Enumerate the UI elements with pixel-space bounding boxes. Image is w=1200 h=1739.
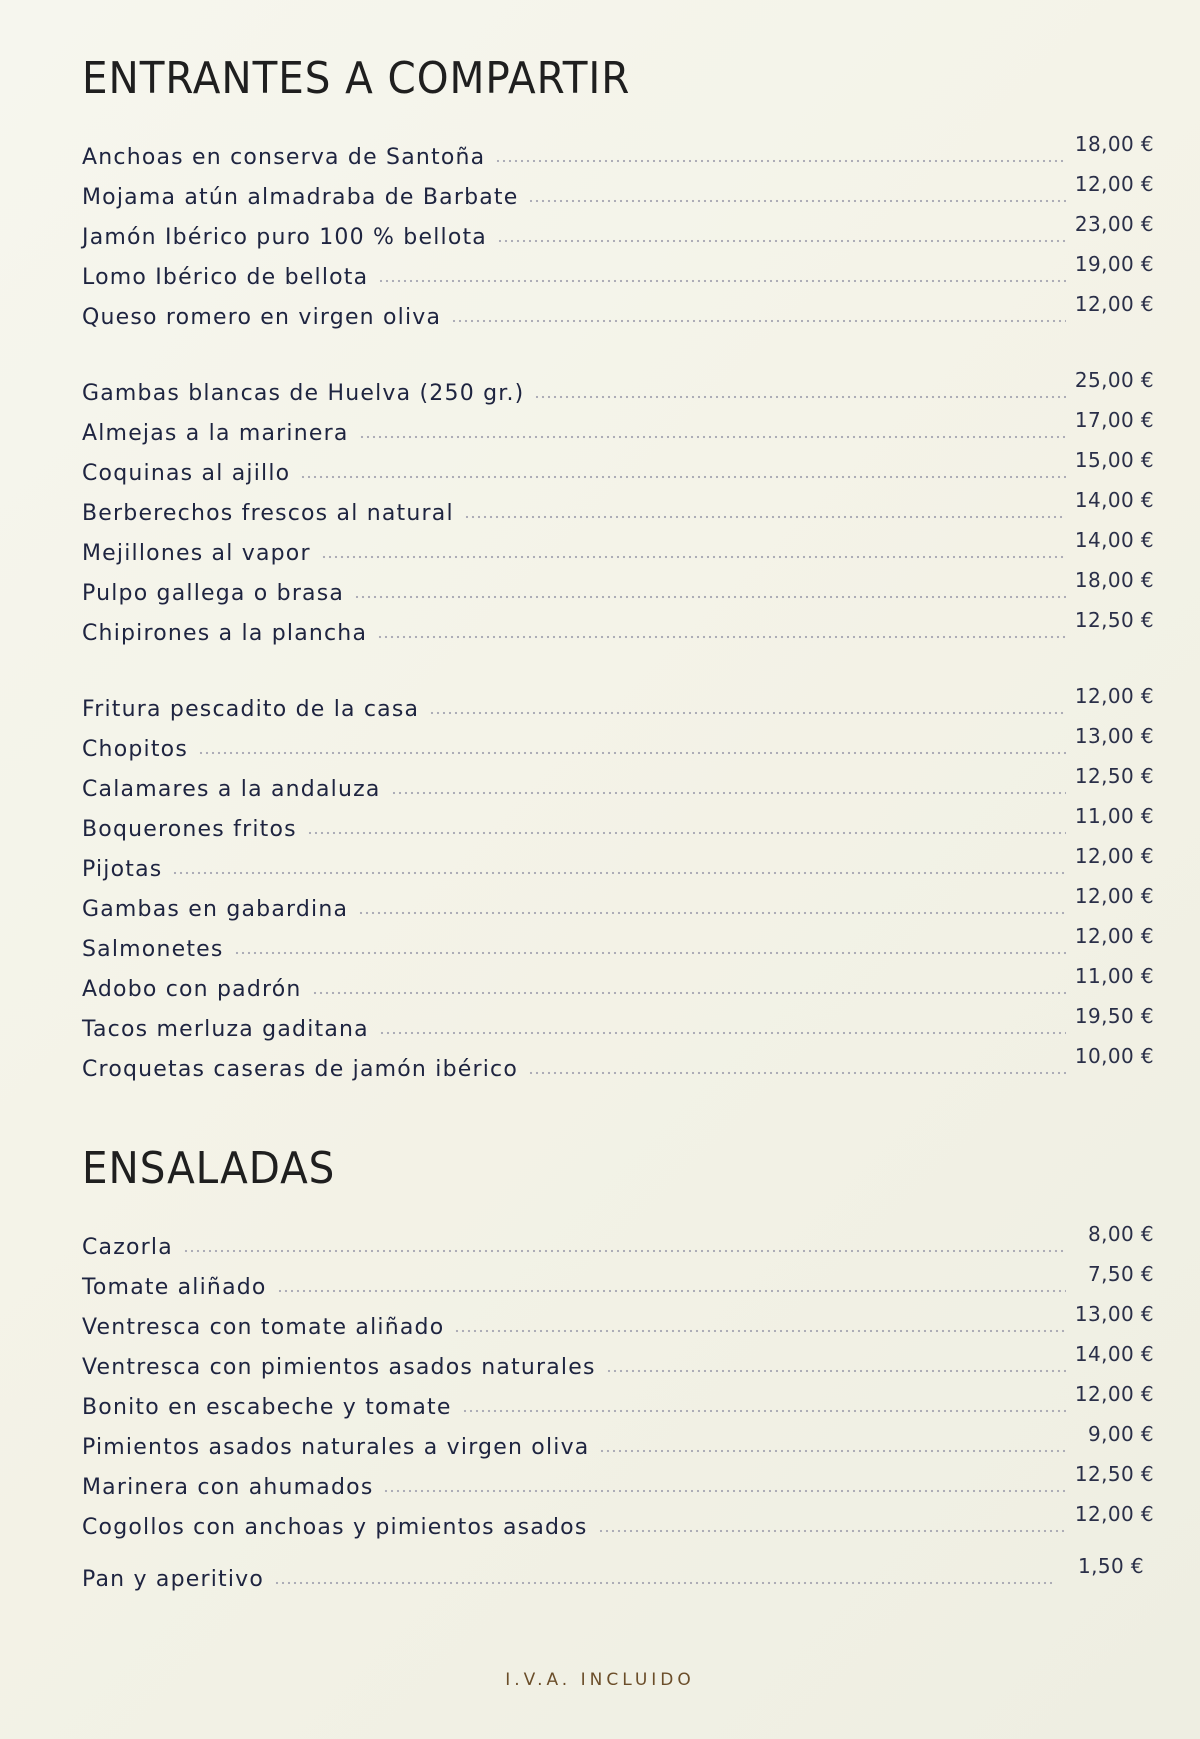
dot-leader <box>454 1329 1066 1333</box>
section-title-ensaladas: ENSALADAS <box>82 1143 336 1194</box>
item-price: 12,50 € <box>1074 1462 1154 1486</box>
item-price: 10,00 € <box>1074 1044 1154 1068</box>
menu-item <box>82 446 1154 486</box>
item-name: Marinera con ahumados <box>82 1475 374 1500</box>
dot-leader <box>534 395 1066 399</box>
item-name: Tomate aliñado <box>82 1275 267 1300</box>
section-ensaladas <box>82 1138 1154 1540</box>
item-price: 19,50 € <box>1074 1004 1154 1028</box>
section-title-entrantes: ENTRANTES A COMPARTIR <box>82 53 631 104</box>
item-price: 9,00 € <box>1087 1422 1154 1446</box>
item-name: Jamón Ibérico puro 100 % bellota <box>82 225 487 250</box>
item-name: Chopitos <box>82 737 188 762</box>
menu-item <box>82 1002 1154 1042</box>
item-price: 14,00 € <box>1074 488 1154 512</box>
dot-leader <box>234 951 1066 955</box>
menu-item <box>82 1300 1154 1340</box>
item-name: Adobo con padrón <box>82 977 302 1002</box>
menu-item <box>82 406 1154 446</box>
item-price: 13,00 € <box>1074 724 1154 748</box>
item-name: Mojama atún almadraba de Barbate <box>82 185 519 210</box>
menu-item <box>82 762 1154 802</box>
item-price: 12,00 € <box>1074 1382 1154 1406</box>
item-name: Ventresca con tomate aliñado <box>82 1315 445 1340</box>
menu-item <box>82 962 1154 1002</box>
menu-item <box>82 1460 1154 1500</box>
dot-leader <box>383 1489 1066 1493</box>
dot-leader <box>598 1529 1066 1533</box>
item-price: 12,00 € <box>1074 884 1154 908</box>
menu-item <box>82 1260 1154 1300</box>
menu-item <box>82 130 1154 170</box>
item-price: 11,00 € <box>1074 804 1154 828</box>
menu-item <box>82 842 1154 882</box>
item-price: 18,00 € <box>1074 132 1154 156</box>
dot-leader <box>198 751 1066 755</box>
item-price: 23,00 € <box>1074 212 1154 236</box>
menu-item <box>82 526 1154 566</box>
item-price: 12,00 € <box>1074 844 1154 868</box>
dot-leader <box>462 1409 1066 1413</box>
item-price: 8,00 € <box>1087 1222 1154 1246</box>
item-name: Pan y aperitivo <box>82 1567 265 1592</box>
menu-group-ensaladas <box>82 1220 1154 1540</box>
item-price: 11,00 € <box>1074 964 1154 988</box>
menu-item <box>82 366 1154 406</box>
menu-item <box>82 1380 1154 1420</box>
menu-item <box>82 882 1154 922</box>
item-name: Calamares a la andaluza <box>82 777 381 802</box>
menu-item <box>82 682 1154 722</box>
item-name: Pimientos asados naturales a virgen oliva <box>82 1435 590 1460</box>
dot-leader <box>358 911 1066 915</box>
item-name: Pijotas <box>82 857 163 882</box>
dot-leader <box>183 1249 1066 1253</box>
item-name: Cazorla <box>82 1235 173 1260</box>
menu-item <box>82 1042 1154 1082</box>
item-name: Chipirones a la plancha <box>82 621 368 646</box>
menu-item <box>82 1220 1154 1260</box>
dot-leader <box>277 1289 1066 1293</box>
item-name: Fritura pescadito de la casa <box>82 697 420 722</box>
item-name: Anchoas en conserva de Santoña <box>82 145 486 170</box>
dot-leader <box>377 635 1066 639</box>
menu-group-fritos <box>82 682 1154 1082</box>
item-name: Gambas en gabardina <box>82 897 349 922</box>
section-entrantes <box>82 48 1154 1082</box>
item-price: 13,00 € <box>1074 1302 1154 1326</box>
item-price: 12,00 € <box>1074 172 1154 196</box>
item-name: Croquetas caseras de jamón ibérico <box>82 1057 518 1082</box>
menu-group-mariscos <box>82 366 1154 646</box>
dot-leader <box>599 1449 1066 1453</box>
menu-item <box>82 250 1154 290</box>
item-price: 14,00 € <box>1074 528 1154 552</box>
item-price: 25,00 € <box>1074 368 1154 392</box>
item-price: 14,00 € <box>1074 1342 1154 1366</box>
item-price: 12,50 € <box>1074 764 1154 788</box>
extra-item-wrap <box>82 1552 1144 1592</box>
item-name: Almejas a la marinera <box>82 421 349 446</box>
menu-item <box>82 210 1154 250</box>
dot-leader <box>172 871 1066 875</box>
dot-leader <box>321 555 1066 559</box>
item-price: 12,00 € <box>1074 924 1154 948</box>
menu-item <box>82 922 1154 962</box>
dot-leader <box>606 1369 1066 1373</box>
menu-item-pan <box>82 1552 1144 1592</box>
item-price: 12,50 € <box>1074 608 1154 632</box>
item-price: 12,00 € <box>1074 292 1154 316</box>
item-price: 12,00 € <box>1074 684 1154 708</box>
item-name: Coquinas al ajillo <box>82 461 291 486</box>
item-price: 15,00 € <box>1074 448 1154 472</box>
dot-leader <box>451 319 1066 323</box>
item-name: Bonito en escabeche y tomate <box>82 1395 452 1420</box>
dot-leader <box>464 515 1066 519</box>
menu-item <box>82 486 1154 526</box>
item-name: Berberechos frescos al natural <box>82 501 454 526</box>
item-price: 18,00 € <box>1074 568 1154 592</box>
menu-item <box>82 722 1154 762</box>
dot-leader <box>528 1071 1066 1075</box>
item-name: Pulpo gallega o brasa <box>82 581 345 606</box>
dot-leader <box>528 199 1066 203</box>
menu-item <box>82 170 1154 210</box>
menu-item <box>82 1340 1154 1380</box>
item-name: Tacos merluza gaditana <box>82 1017 369 1042</box>
item-name: Boquerones fritos <box>82 817 297 842</box>
dot-leader <box>378 279 1066 283</box>
dot-leader <box>379 1031 1066 1035</box>
menu-item <box>82 1500 1154 1540</box>
dot-leader <box>300 475 1066 479</box>
menu-item <box>82 290 1154 330</box>
menu-item <box>82 1420 1154 1460</box>
item-price: 7,50 € <box>1087 1262 1154 1286</box>
item-price: 1,50 € <box>1077 1554 1144 1578</box>
menu-item <box>82 802 1154 842</box>
dot-leader <box>359 435 1066 439</box>
item-price: 12,00 € <box>1074 1502 1154 1526</box>
item-name: Gambas blancas de Huelva (250 gr.) <box>82 381 525 406</box>
item-price: 19,00 € <box>1074 252 1154 276</box>
dot-leader <box>497 239 1066 243</box>
item-name: Queso romero en virgen oliva <box>82 305 442 330</box>
dot-leader <box>274 1581 1056 1585</box>
item-name: Ventresca con pimientos asados naturales <box>82 1355 596 1380</box>
dot-leader <box>354 595 1066 599</box>
item-name: Salmonetes <box>82 937 224 962</box>
dot-leader <box>307 831 1066 835</box>
dot-leader <box>391 791 1066 795</box>
item-name: Lomo Ibérico de bellota <box>82 265 369 290</box>
menu-item <box>82 566 1154 606</box>
menu-group-embutidos <box>82 130 1154 330</box>
item-price: 17,00 € <box>1074 408 1154 432</box>
iva-note: I.V.A. INCLUIDO <box>505 1670 695 1690</box>
dot-leader <box>312 991 1066 995</box>
item-name: Cogollos con anchoas y pimientos asados <box>82 1515 588 1540</box>
dot-leader <box>495 159 1066 163</box>
item-name: Mejillones al vapor <box>82 541 311 566</box>
menu-item <box>82 606 1154 646</box>
dot-leader <box>429 711 1066 715</box>
